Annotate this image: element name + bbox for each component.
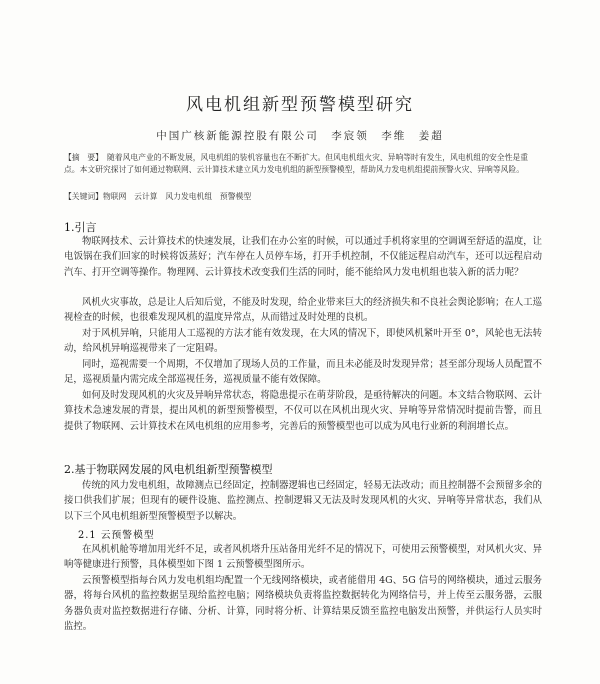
- intro-paragraph: 对于风机异响，只能用人工巡视的方法才能有效发现，在大风的情况下，即使风机紧叶开至 0°，风轮也无法转动，给风机异响巡视带来了一定阻碍。: [64, 328, 542, 355]
- paper-authors: 中国广核新能源控股有限公司 李宸领 李维 姜超: [156, 130, 444, 142]
- model-paragraph: 传统的风力发电机组，故障测点已经固定，控制器逻辑也已经固定，轻易无法改动；而且控制器不会预留多余的接口供我们扩展；但现有的硬件设施、监控测点、控制逻辑又无法及时发现风机的火灾、异响等异常状态，我们从以下三个风电机组新型预警模型予以解决。: [64, 480, 542, 522]
- intro-paragraph: 如何及时发现风机的火灾及异响异常状态，将隐患提示在萌芽阶段，是亟待解决的问题。本文结合物联网、云计算技术急速发展的背景，提出风机的新型预警模型，不仅可以在风机出现火灾、异响等异常情况时提前告警，而且提供了物联网、云计算技术在风电机组的应用参考，完善后的预警模型也可以成为风电行业新的利润增长点。: [64, 390, 542, 432]
- section-heading-introduction: 1.引言: [64, 221, 97, 234]
- abstract-label: 【摘 要】: [64, 153, 103, 162]
- keywords-label: 【关键词】: [64, 192, 103, 201]
- keywords-text: 物联网 云计算 风力发电机组 预警模型: [102, 192, 252, 201]
- subsection-heading-cloud: 2.1 云预警模型: [78, 530, 155, 541]
- keywords: [64, 191, 542, 203]
- intro-paragraph: 风机火灾事故，总是让人后知后觉，不能及时发现，给企业带来巨大的经济损失和不良社会舆论影响；在人工巡视检查的时候，也很难发现风机的温度异常点，从而错过及时处理的良机。: [64, 297, 542, 324]
- section-heading-model: 2.基于物联网发展的风电机组新型预警模型: [64, 463, 273, 476]
- abstract-text: 随着风电产业的不断发展，风电机组的装机容量也在不断扩大。但风电机组火灾、异响等时有发生，风电机组的安全性是重点。本文研究探讨了如何通过物联网、云计算技术建立风力发电机组的新型预警模型，帮助风力发电机组提前预警火灾、异响等风险。: [64, 153, 529, 174]
- abstract: [64, 152, 542, 176]
- cloud-paragraph: 云预警模型指每台风力发电机组均配置一个无线网络模块，或者能借用 4G、5G 信号的网络模块，通过云服务器，将每台风机的监控数据呈现给监控电脑；网络模块负责将监控数据转化为网络信号，并上传至云服务器，云服务器负责对监控数据进行存储、分析、计算，同时将分析、计算结果反馈至监控电脑发出预警，并供运行人员实时监控。: [64, 575, 542, 632]
- cloud-paragraph: 在风机机舱等增加用光纤不足，或者风机塔升压站备用光纤不足的情况下，可使用云预警模型，对风机火灾、异响等健康进行预警，具体模型如下图 1 云预警模型图所示。: [64, 544, 542, 571]
- intro-paragraph: 物联网技术、云计算技术的快速发展，让我们在办公室的时候，可以通过手机将家里的空调调至舒适的温度，让电饭锅在我们回家的时候将饭蒸好；汽车停在人员停车场，打开手机控制，不仅能远程启动汽车，还可以远程启动汽车、打开空调等操作。物理网、云计算技术改变我们生活的同时，能不能给风力发电机组也装入新的活力呢？: [64, 236, 542, 278]
- intro-paragraph: 同时，巡视需要一个周期，不仅增加了现场人员的工作量，而且未必能及时发现异常；甚至部分现场人员配置不足，巡视质量内需完成全部巡视任务，巡视质量不能有效保障。: [64, 359, 542, 386]
- paper-title: 风电机组新型预警模型研究: [186, 95, 414, 115]
